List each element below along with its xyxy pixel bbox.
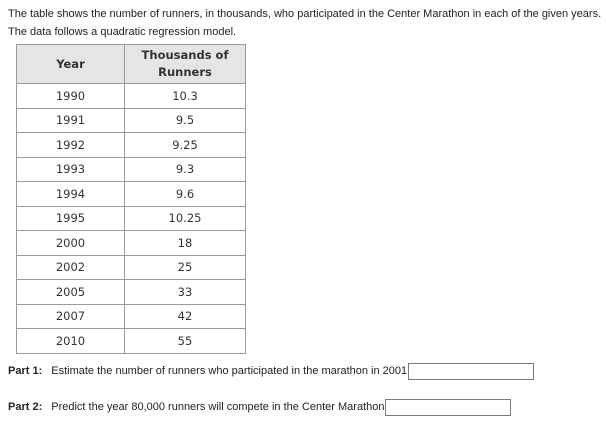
part-1-question xyxy=(8,362,534,380)
table-row xyxy=(17,84,246,109)
year-cell: 2000 xyxy=(17,231,125,256)
table-row xyxy=(17,108,246,133)
part-1-label: Part 1: xyxy=(8,365,43,377)
part-1-text: Estimate the number of runners who participated in the marathon in 2001 xyxy=(51,365,408,377)
runners-cell: 33 xyxy=(125,280,246,305)
table-header-row xyxy=(17,45,246,84)
runners-cell: 9.3 xyxy=(125,157,246,182)
runners-cell: 25 xyxy=(125,255,246,280)
runners-cell: 42 xyxy=(125,304,246,329)
part-2-label: Part 2: xyxy=(8,401,43,413)
runners-cell: 18 xyxy=(125,231,246,256)
runners-cell: 10.25 xyxy=(125,206,246,231)
runners-cell: 55 xyxy=(125,329,246,354)
runners-cell: 9.25 xyxy=(125,133,246,158)
column-header-runners-line-1: Thousands of xyxy=(141,48,229,62)
year-cell: 2005 xyxy=(17,280,125,305)
table-row xyxy=(17,304,246,329)
column-header-year: Year xyxy=(17,45,125,84)
instructions xyxy=(8,5,601,41)
table-row xyxy=(17,206,246,231)
table-row xyxy=(17,255,246,280)
table-row xyxy=(17,329,246,354)
part-2-question xyxy=(8,398,511,416)
table-row xyxy=(17,157,246,182)
runners-cell: 10.3 xyxy=(125,84,246,109)
column-header-runners xyxy=(125,45,246,84)
year-cell: 2007 xyxy=(17,304,125,329)
year-cell: 1995 xyxy=(17,206,125,231)
runners-table xyxy=(16,44,246,354)
part-2-answer-input[interactable] xyxy=(385,399,511,416)
instructions-line-1: The table shows the number of runners, in thousands, who participated in the Center Marathon in each of the given years. xyxy=(8,8,602,20)
part-1-answer-input[interactable] xyxy=(408,363,534,380)
year-cell: 1993 xyxy=(17,157,125,182)
runners-cell: 9.6 xyxy=(125,182,246,207)
year-cell: 1994 xyxy=(17,182,125,207)
year-cell: 1990 xyxy=(17,84,125,109)
year-cell: 2002 xyxy=(17,255,125,280)
instructions-line-2: The data follows a quadratic regression model. xyxy=(8,26,237,38)
column-header-runners-line-2: Runners xyxy=(158,65,212,79)
runners-cell: 9.5 xyxy=(125,108,246,133)
table-row xyxy=(17,280,246,305)
table-row xyxy=(17,182,246,207)
year-cell: 1991 xyxy=(17,108,125,133)
year-cell: 1992 xyxy=(17,133,125,158)
table-row xyxy=(17,231,246,256)
part-2-text: Predict the year 80,000 runners will compete in the Center Marathon xyxy=(51,401,385,413)
year-cell: 2010 xyxy=(17,329,125,354)
table-row xyxy=(17,133,246,158)
